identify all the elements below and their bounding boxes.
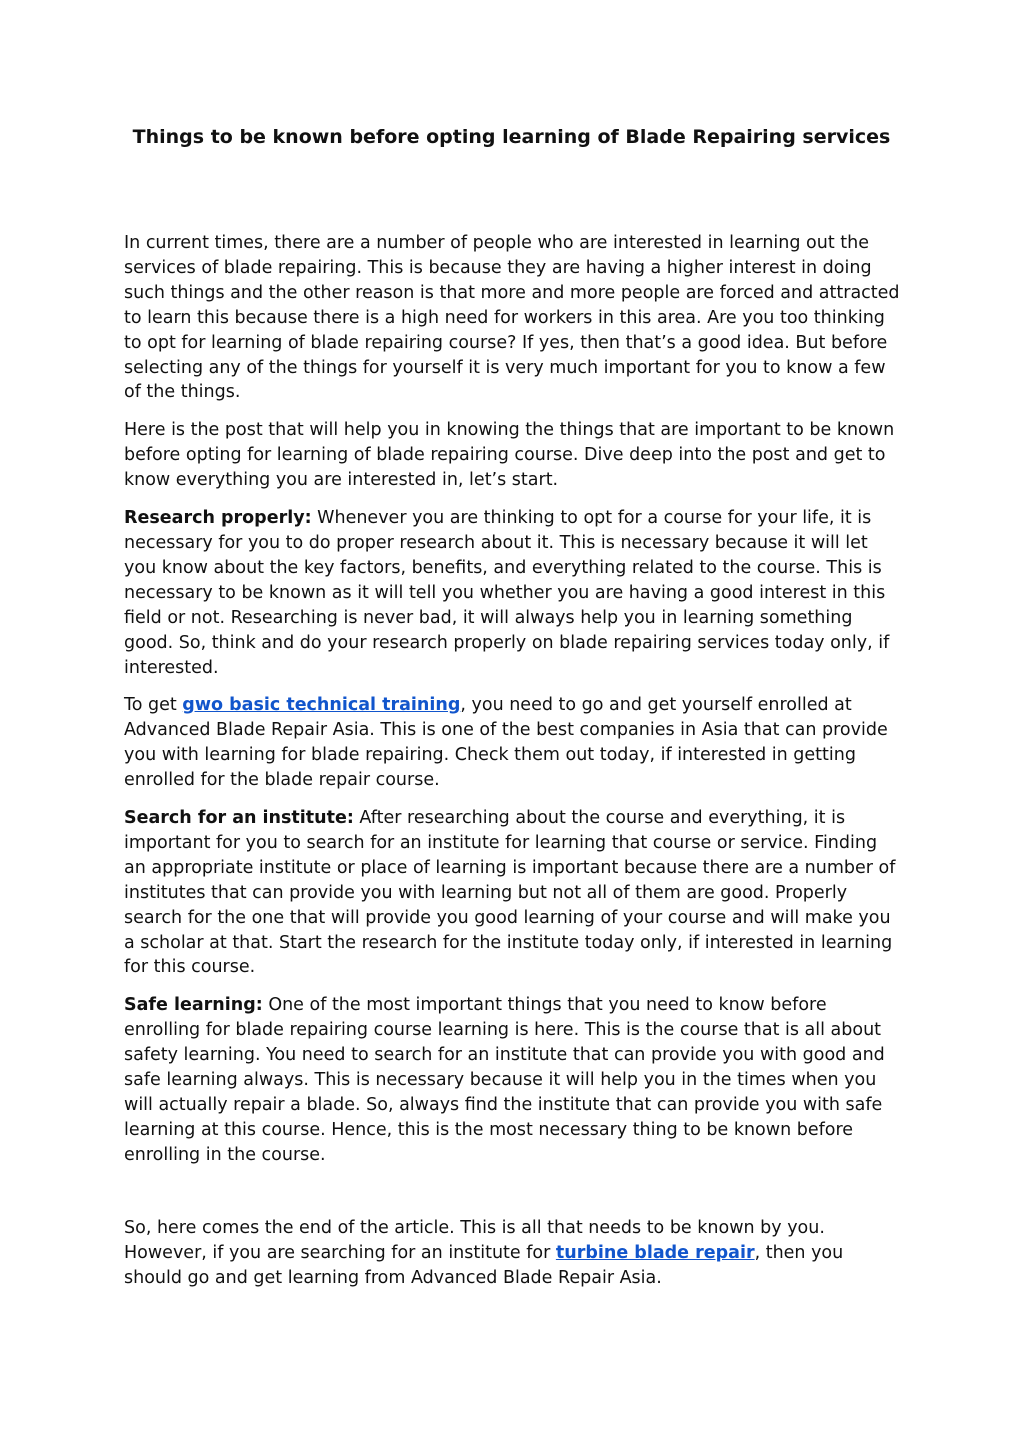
turbine-blade-repair-link[interactable]: turbine blade repair (555, 1242, 755, 1263)
gwo-paragraph (124, 693, 902, 793)
gwo-training-link[interactable]: gwo basic technical training (182, 695, 461, 716)
document-body (124, 231, 902, 1303)
institute-heading: Search for an institute: (124, 808, 354, 829)
document-title: Things to be known before opting learning of Blade Repairing services (132, 126, 891, 148)
gwo-text-after: , you need to go and get yourself enrolled at Advanced Blade Repair Asia. This is one of the best companies in Asia that can provide you with learning for blade repairing. Check them out today, if interested in getting enrolled for the blade repair course. (124, 695, 888, 791)
intro-paragraph-2: Here is the post that will help you in knowing the things that are important to be known before opting for learning of blade repairing course. Dive deep into the post and get to know everything you are interested in, let’s start. (124, 420, 895, 491)
research-text: Whenever you are thinking to opt for a course for your life, it is necessary for you to do proper research about it. This is necessary because it will let you know about the key factors, benefits, and everything related to the course. This is necessary to be known as it will tell you whether you are having a good interest in this field or not. Researching is never bad, it will always help you in learning something good. So, think and do your research properly on blade repairing services today only, if interested. (124, 508, 890, 678)
research-heading: Research properly: (124, 508, 312, 529)
research-paragraph (124, 506, 902, 680)
conclusion-paragraph (124, 1216, 902, 1291)
institute-text: After researching about the course and everything, it is important for you to search for an institute for learning that course or service. Finding an appropriate institute or place of learning is important because there are a number of institutes that can provide you with learning but not all of them are good. Properly search for the one that will provide you good learning of your course and will make you a scholar at that. Start the research for the institute today only, if interested in learning for this course. (124, 808, 896, 978)
intro-paragraph-1: In current times, there are a number of people who are interested in learning out the services of blade repairing. This is because they are having a higher interest in doing such things and the other reason is that more and more people are forced and attracted to learn this because there is a high need for workers in this area. Are you too thinking to opt for learning of blade repairing course? If yes, then that’s a good idea. But before selecting any of the things for yourself it is very much important for you to know a few of the things. (124, 233, 900, 403)
gwo-text-before: To get (124, 695, 183, 716)
conclusion-text-before: So, here comes the end of the article. This is all that needs to be known by you. However, if you are searching for an institute for (124, 1217, 825, 1263)
safe-learning-paragraph (124, 993, 902, 1167)
conclusion-text-after: , then you should go and get learning from Advanced Blade Repair Asia. (124, 1242, 844, 1288)
institute-paragraph (124, 806, 902, 980)
safe-learning-text: One of the most important things that you need to know before enrolling for blade repairing course learning is here. This is the course that is all about safety learning. You need to search for an institute that can provide you with good and safe learning always. This is necessary because it will help you in the times when you will actually repair a blade. So, always find the institute that can provide you with safe learning at this course. Hence, this is the most necessary thing to be known before enrolling in the course. (124, 995, 885, 1165)
safe-learning-heading: Safe learning: (124, 995, 263, 1016)
